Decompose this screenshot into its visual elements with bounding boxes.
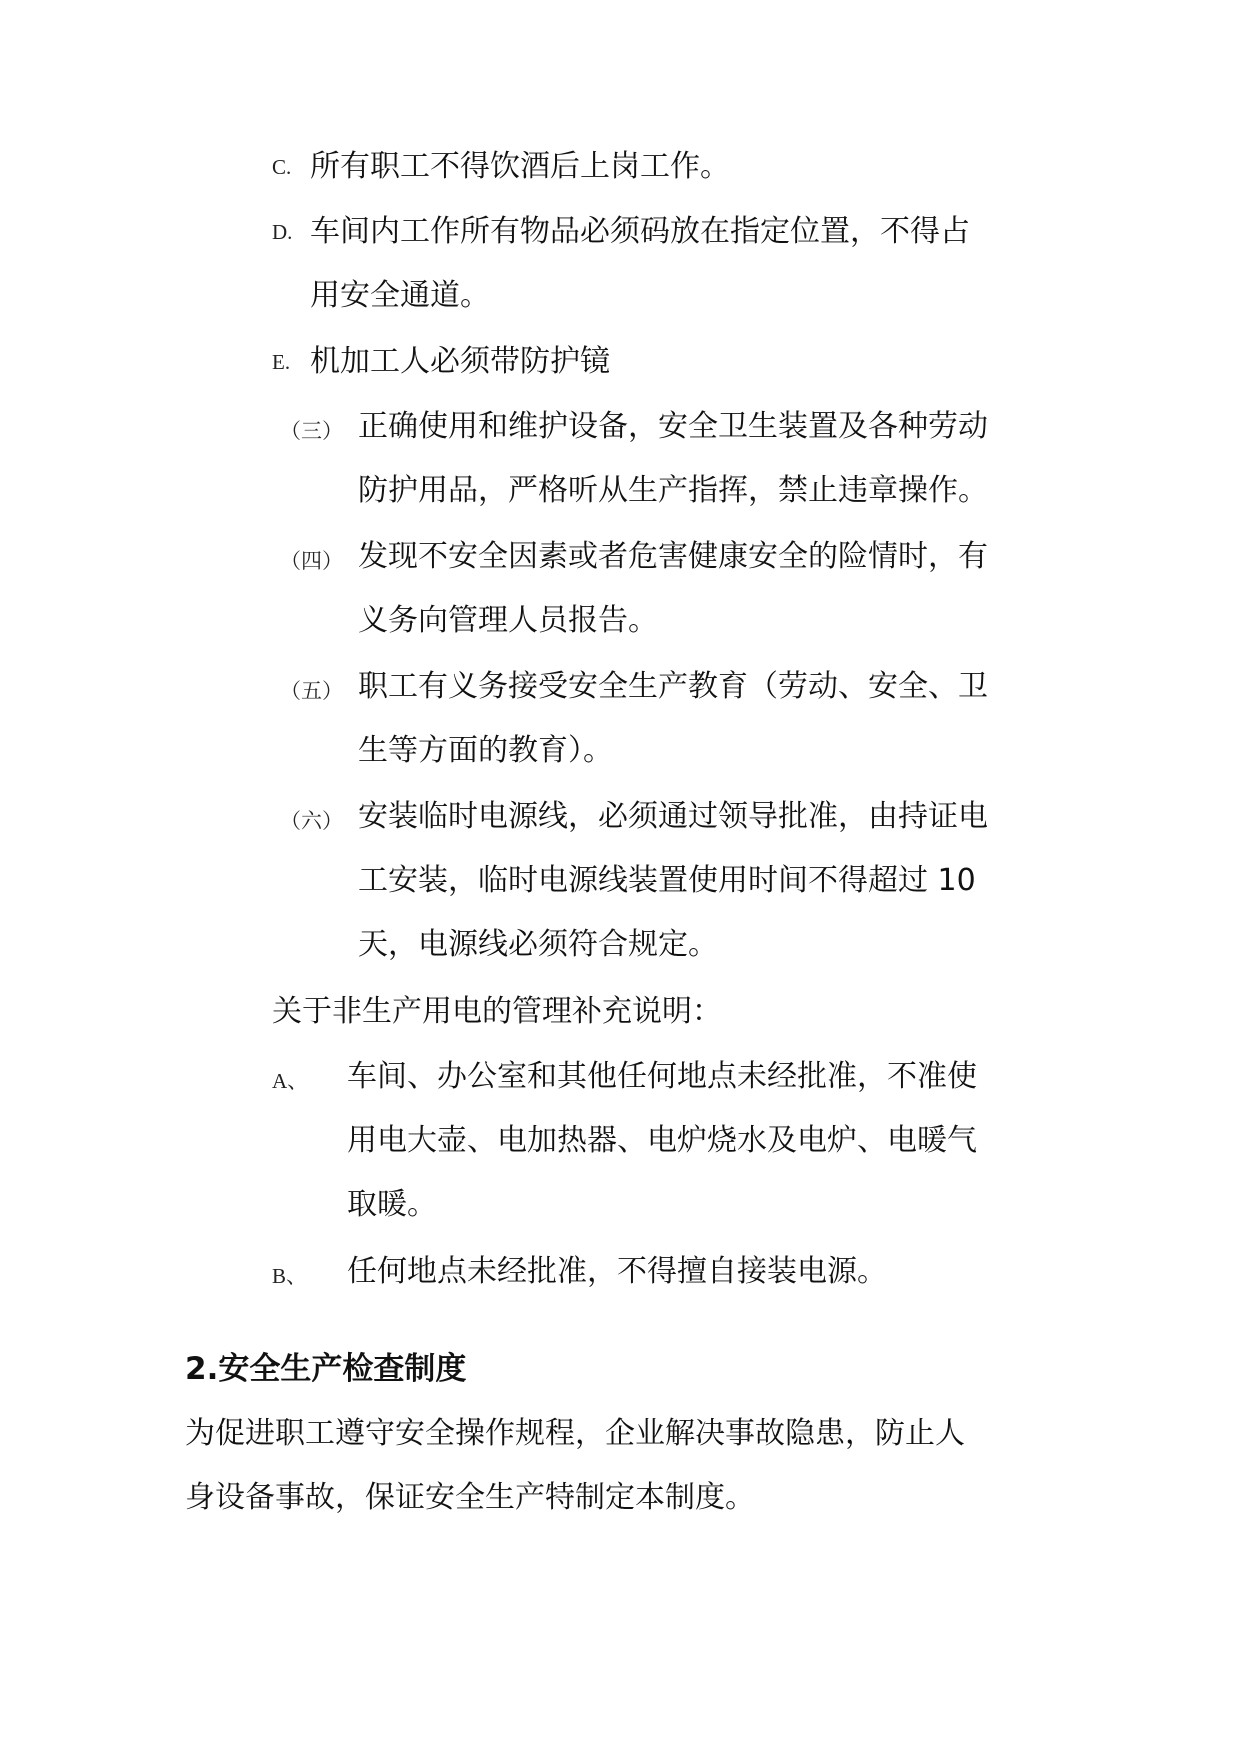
- text-line: 发现不安全因素或者危害健康安全的险情时，有: [358, 539, 988, 574]
- list-item-text: [310, 200, 970, 328]
- list-marker: A、: [272, 1069, 309, 1093]
- supplement-intro: 关于非生产用电的管理补充说明：: [272, 994, 722, 1029]
- text-line: 生等方面的教育）。: [358, 733, 613, 768]
- list-marker: （六）: [280, 809, 343, 833]
- list-item-text: [358, 525, 988, 653]
- section-paragraph: [185, 1402, 965, 1530]
- list-marker: （三）: [280, 419, 343, 443]
- text-line: 机加工人必须带防护镜: [310, 344, 610, 379]
- text-line: 为促进职工遵守安全操作规程，企业解决事故隐患，防止人: [185, 1416, 965, 1451]
- text-line: 正确使用和维护设备，安全卫生装置及各种劳动: [358, 409, 988, 444]
- text-line: 天，电源线必须符合规定。: [358, 927, 718, 962]
- text-line: 用安全通道。: [310, 278, 490, 313]
- text-line: 车间、办公室和其他任何地点未经批准，不准使: [347, 1059, 977, 1094]
- text-line: 用电大壶、电加热器、电炉烧水及电炉、电暖气: [347, 1123, 977, 1158]
- text-line: 所有职工不得饮酒后上岗工作。: [310, 149, 730, 184]
- list-item-text: [310, 135, 730, 199]
- text-line: 车间内工作所有物品必须码放在指定位置，不得占: [310, 214, 970, 249]
- list-marker: （五）: [280, 679, 343, 703]
- section-heading: 2.安全生产检查制度: [185, 1351, 467, 1387]
- list-marker: （四）: [280, 549, 343, 573]
- list-item-text: [347, 1045, 977, 1237]
- list-marker: C.: [272, 155, 292, 179]
- list-marker: E.: [272, 350, 291, 374]
- text-line: 任何地点未经批准，不得擅自接装电源。: [347, 1254, 887, 1289]
- list-marker: B、: [272, 1264, 308, 1288]
- text-line: 义务向管理人员报告。: [358, 603, 658, 638]
- list-marker: D.: [272, 220, 293, 244]
- text-line: 安装临时电源线，必须通过领导批准，由持证电: [358, 799, 988, 834]
- text-line: 取暖。: [347, 1187, 437, 1222]
- text-line: 工安装，临时电源线装置使用时间不得超过 10: [358, 863, 976, 898]
- list-item-text: [358, 395, 988, 523]
- list-item-text: [358, 655, 988, 783]
- text-line: 身设备事故，保证安全生产特制定本制度。: [185, 1480, 755, 1515]
- text-line: 防护用品，严格听从生产指挥，禁止违章操作。: [358, 473, 988, 508]
- text-line: 职工有义务接受安全生产教育（劳动、安全、卫: [358, 669, 988, 704]
- list-item-text: [347, 1240, 887, 1304]
- list-item-text: [358, 785, 988, 977]
- list-item-text: [310, 330, 610, 394]
